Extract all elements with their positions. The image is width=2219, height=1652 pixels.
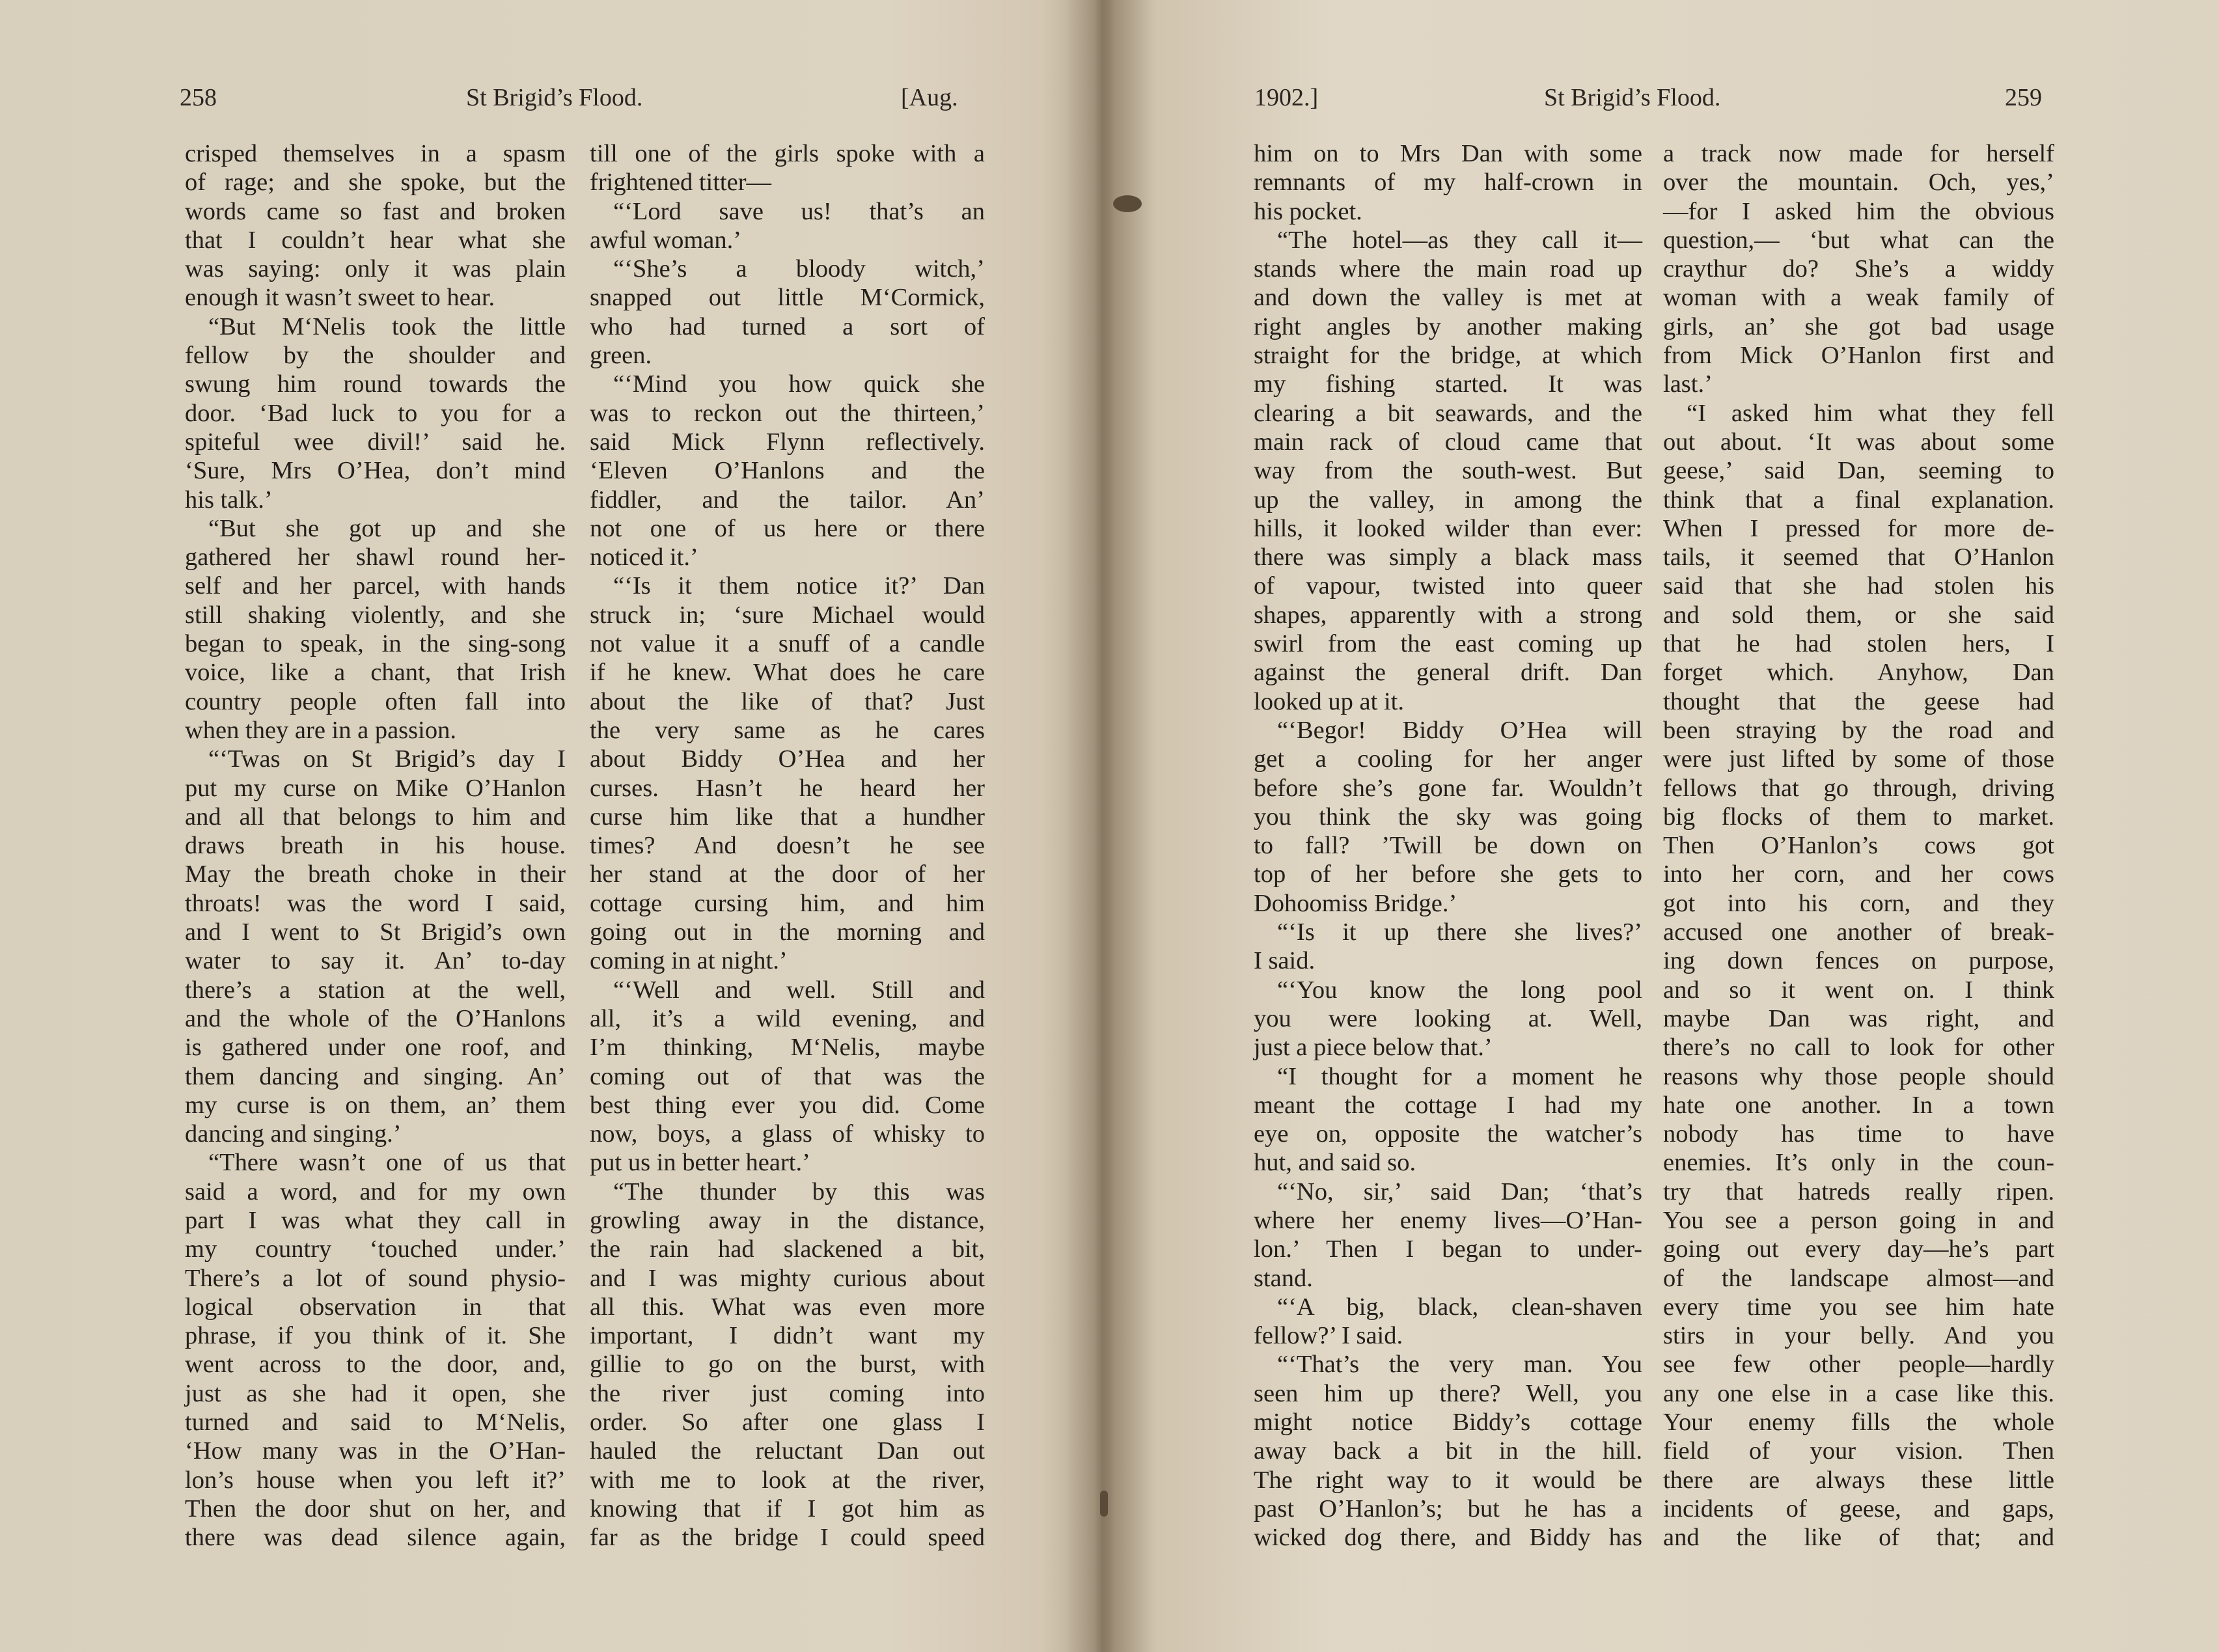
text-line: stands where the main road up	[1254, 255, 1642, 283]
text-line: phrase, if you think of it. She	[185, 1322, 566, 1350]
text-line: spiteful wee divil!’ said he.	[185, 428, 566, 456]
text-line: “‘No, sir,’ said Dan; ‘that’s	[1277, 1177, 1642, 1205]
text-line: far as the bridge I could speed	[590, 1524, 985, 1552]
left-column-1	[185, 139, 566, 1552]
text-line: fellows that go through, driving	[1663, 774, 2054, 802]
text-line: “But M‘Nelis took the little	[208, 312, 566, 340]
text-line: right angles by another making	[1254, 312, 1642, 340]
text-line: I’m thinking, M‘Nelis, maybe	[590, 1034, 985, 1062]
text-line: and I was mighty curious about	[590, 1264, 985, 1292]
text-line: over the mountain. Och, yes,’	[1663, 169, 2054, 197]
text-line: there was simply a black mass	[1254, 544, 1642, 571]
binding-stitch-mark	[1100, 1491, 1108, 1517]
text-line: logical observation in that	[185, 1293, 566, 1321]
text-line: There’s a lot of sound physio-	[185, 1264, 566, 1292]
text-line: “‘Twas on St Brigid’s day I	[208, 745, 566, 773]
text-line: into her corn, and her cows	[1663, 860, 2054, 888]
text-line: “‘You know the long pool	[1277, 976, 1642, 1004]
text-line: swung him round towards the	[185, 370, 566, 398]
text-line: and all that belongs to him and	[185, 803, 566, 831]
text-line: were just lifted by some of those	[1663, 745, 2054, 773]
text-line: stand.	[1254, 1264, 1313, 1292]
left-running-title: St Brigid’s Flood.	[466, 84, 643, 111]
text-line: door. ‘Bad luck to you for a	[185, 399, 566, 427]
text-line: coming in at night.’	[590, 947, 788, 975]
text-line: put us in better heart.’	[590, 1149, 810, 1177]
text-line: “‘Mind you how quick she	[613, 370, 985, 398]
text-line: hut, and said so.	[1254, 1149, 1416, 1177]
text-line: my curse is on them, an’ them	[185, 1091, 566, 1119]
text-line: main rack of cloud came that	[1254, 428, 1642, 456]
text-line: self and her parcel, with hands	[185, 572, 566, 600]
text-line: voice, like a chant, that Irish	[185, 659, 566, 687]
text-line: been straying by the road and	[1663, 716, 2054, 744]
text-line: times? And doesn’t he see	[590, 832, 985, 860]
text-line: big flocks of them to market.	[1663, 803, 2054, 831]
text-line: enough it wasn’t sweet to hear.	[185, 284, 495, 312]
text-line: and the whole of the O’Hanlons	[185, 1004, 566, 1032]
text-line: just as she had it open, she	[185, 1379, 566, 1407]
text-line: think that a final explanation.	[1663, 486, 2054, 514]
text-line: top of her before she gets to	[1254, 860, 1642, 888]
text-line: draws breath in his house.	[185, 832, 566, 860]
text-line: country people often fall into	[185, 687, 566, 715]
text-line: dancing and singing.’	[185, 1120, 402, 1148]
text-line: “But she got up and she	[208, 514, 566, 542]
text-line: up the valley, in among the	[1254, 486, 1642, 514]
text-line: best thing ever you did. Come	[590, 1091, 985, 1119]
text-line: and down the valley is met at	[1254, 284, 1642, 312]
text-line: of vapour, twisted into queer	[1254, 572, 1642, 600]
text-line: said that she had stolen his	[1663, 572, 2054, 600]
text-line: went across to the door, and,	[185, 1351, 566, 1379]
text-line: geese,’ said Dan, seeming to	[1663, 457, 2054, 485]
text-line: a track now made for herself	[1663, 140, 2054, 167]
text-line: against the general drift. Dan	[1254, 659, 1642, 687]
text-line: from Mick O’Hanlon first and	[1663, 342, 2054, 370]
text-line: where her enemy lives—O’Han-	[1254, 1206, 1642, 1234]
right-date-tag: 1902.]	[1254, 84, 1319, 111]
text-line: her stand at the door of her	[590, 860, 985, 888]
text-line: you think the sky was going	[1254, 803, 1642, 831]
text-line: fiddler, and the tailor. An’	[590, 486, 985, 514]
text-line: turned and said to M‘Nelis,	[185, 1409, 566, 1437]
left-date-tag: [Aug.	[901, 84, 958, 111]
text-line: not value it a snuff of a candle	[590, 630, 985, 658]
text-line: got into his corn, and they	[1663, 889, 2054, 917]
text-line: them dancing and singing. An’	[185, 1062, 566, 1090]
text-line: still shaking violently, and she	[185, 601, 566, 629]
text-line: “‘A big, black, clean-shaven	[1277, 1293, 1642, 1321]
text-line: you were looking at. Well,	[1254, 1004, 1642, 1032]
text-line: “‘Is it them notice it?’ Dan	[613, 572, 985, 600]
text-line: the very same as he cares	[590, 716, 985, 744]
text-line: away back a bit in the hill.	[1254, 1437, 1642, 1465]
text-line: frightened titter—	[590, 169, 772, 197]
text-line: forget which. Anyhow, Dan	[1663, 659, 2054, 687]
text-line: of the landscape almost—and	[1663, 1264, 2054, 1292]
text-line: and so it went on. I think	[1663, 976, 2054, 1004]
text-line: question,— ‘but what can the	[1663, 226, 2054, 254]
text-line: and sold them, or she said	[1663, 601, 2054, 629]
text-line: stirs in your belly. And you	[1663, 1322, 2054, 1350]
text-line: all this. What was even more	[590, 1293, 985, 1321]
text-line: fellow?’ I said.	[1254, 1322, 1403, 1350]
text-line: craythur do? She’s a widdy	[1663, 255, 2054, 283]
text-line: to fall? ’Twill be down on	[1254, 832, 1642, 860]
text-line: growling away in the distance,	[590, 1206, 985, 1234]
text-line: about Biddy O’Hea and her	[590, 745, 985, 773]
text-line: You see a person going in and	[1663, 1206, 2054, 1234]
text-line: all, it’s a wild evening, and	[590, 1004, 985, 1032]
text-line: till one of the girls spoke with a	[590, 140, 985, 167]
text-line: “There wasn’t one of us that	[208, 1149, 566, 1177]
text-line: seen him up there? Well, you	[1254, 1379, 1642, 1407]
text-line: struck in; ‘sure Michael would	[590, 601, 985, 629]
text-line: before she’s gone far. Wouldn’t	[1254, 774, 1642, 802]
text-line: knowing that if I got him as	[590, 1494, 985, 1522]
right-page-number: 259	[2005, 84, 2042, 111]
text-line: Dohoomiss Bridge.’	[1254, 889, 1457, 917]
text-line: enemies. It’s only in the coun-	[1663, 1149, 2054, 1177]
text-line: of rage; and she spoke, but the	[185, 169, 566, 197]
text-line: tails, it seemed that O’Hanlon	[1663, 544, 2054, 571]
text-line: awful woman.’	[590, 226, 742, 254]
text-line: looked up at it.	[1254, 687, 1404, 715]
text-line: incidents of geese, and gaps,	[1663, 1494, 2054, 1522]
text-line: lon’s house when you left it?’	[185, 1466, 566, 1494]
right-running-title: St Brigid’s Flood.	[1544, 84, 1721, 111]
text-line: noticed it.’	[590, 544, 698, 571]
text-line: get a cooling for her anger	[1254, 745, 1642, 773]
text-line: nobody has time to have	[1663, 1120, 2054, 1148]
text-line: there are always these little	[1663, 1466, 2054, 1494]
text-line: “‘Begor! Biddy O’Hea will	[1277, 716, 1642, 744]
text-line: “‘Well and well. Still and	[613, 976, 985, 1004]
text-line: way from the south-west. But	[1254, 457, 1642, 485]
text-line: shapes, apparently with a strong	[1254, 601, 1642, 629]
text-line: wicked dog there, and Biddy has	[1254, 1524, 1642, 1552]
left-page	[0, 0, 1100, 1652]
text-line: hauled the reluctant Dan out	[590, 1437, 985, 1465]
text-line: “I thought for a moment he	[1277, 1062, 1642, 1090]
text-line: gathered her shawl round her-	[185, 544, 566, 571]
text-line: the rain had slackened a bit,	[590, 1235, 985, 1263]
text-line: “I asked him what they fell	[1687, 399, 2054, 427]
right-column-2	[1663, 139, 2054, 1552]
text-line: just a piece below that.’	[1254, 1034, 1493, 1062]
text-line: with me to look at the river,	[590, 1466, 985, 1494]
text-line: there’s a station at the well,	[185, 976, 566, 1004]
text-line: May the breath choke in their	[185, 860, 566, 888]
text-line: maybe Dan was right, and	[1663, 1004, 2054, 1032]
text-line: coming out of that was the	[590, 1062, 985, 1090]
text-line: the river just coming into	[590, 1379, 985, 1407]
text-line: ‘How many was in the O’Han-	[185, 1437, 566, 1465]
left-column-2	[590, 139, 985, 1552]
binding-thread-mark	[1113, 195, 1142, 212]
text-line: curse him like that a hundher	[590, 803, 985, 831]
text-line: his talk.’	[185, 486, 273, 514]
text-line: I said.	[1254, 947, 1316, 975]
text-line: words came so fast and broken	[185, 197, 566, 225]
text-line: water to say it. An’ to-day	[185, 947, 566, 975]
text-line: important, I didn’t want my	[590, 1322, 985, 1350]
text-line: hills, it looked wilder than ever:	[1254, 514, 1642, 542]
text-line: ‘Eleven O’Hanlons and the	[590, 457, 985, 485]
text-line: The right way to it would be	[1254, 1466, 1642, 1494]
text-line: him on to Mrs Dan with some	[1254, 140, 1642, 167]
text-line: crisped themselves in a spasm	[185, 140, 566, 167]
text-line: thought that the geese had	[1663, 687, 2054, 715]
text-line: that I couldn’t hear what she	[185, 226, 566, 254]
text-line: part I was what they call in	[185, 1206, 566, 1234]
left-page-number: 258	[180, 84, 217, 111]
text-line: reasons why those people should	[1663, 1062, 2054, 1090]
text-line: was to reckon out the thirteen,’	[590, 399, 985, 427]
text-line: not one of us here or there	[590, 514, 985, 542]
text-line: girls, an’ she got bad usage	[1663, 312, 2054, 340]
text-line: my fishing started. It was	[1254, 370, 1642, 398]
right-column-1	[1254, 139, 1642, 1552]
text-line: is gathered under one roof, and	[185, 1034, 566, 1062]
text-line: there was dead silence again,	[185, 1524, 566, 1552]
text-line: about the like of that? Just	[590, 687, 985, 715]
text-line: remnants of my half-crown in	[1254, 169, 1642, 197]
text-line: accused one another of break-	[1663, 918, 2054, 946]
text-line: “The hotel—as they call it—	[1277, 226, 1642, 254]
text-line: “‘That’s the very man. You	[1277, 1351, 1642, 1379]
text-line: —for I asked him the obvious	[1663, 197, 2054, 225]
text-line: “The thunder by this was	[613, 1177, 985, 1205]
text-line: meant the cottage I had my	[1254, 1091, 1642, 1119]
text-line: there’s no call to look for other	[1663, 1034, 2054, 1062]
text-line: ing down fences on purpose,	[1663, 947, 2054, 975]
text-line: hate one another. In a town	[1663, 1091, 2054, 1119]
text-line: try that hatreds really ripen.	[1663, 1177, 2054, 1205]
text-line: his pocket.	[1254, 197, 1362, 225]
text-line: Your enemy fills the whole	[1663, 1409, 2054, 1437]
text-line: field of your vision. Then	[1663, 1437, 2054, 1465]
text-line: fellow by the shoulder and	[185, 342, 566, 370]
text-line: that he had stolen hers, I	[1663, 630, 2054, 658]
text-line: every time you see him hate	[1663, 1293, 2054, 1321]
text-line: green.	[590, 342, 652, 370]
text-line: snapped out little M‘Cormick,	[590, 284, 985, 312]
text-line: was saying: only it was plain	[185, 255, 566, 283]
text-line: swirl from the east coming up	[1254, 630, 1642, 658]
text-line: put my curse on Mike O’Hanlon	[185, 774, 566, 802]
text-line: said a word, and for my own	[185, 1177, 566, 1205]
text-line: woman with a weak family of	[1663, 284, 2054, 312]
text-line: cottage cursing him, and him	[590, 889, 985, 917]
text-line: who had turned a sort of	[590, 312, 985, 340]
text-line: Then O’Hanlon’s cows got	[1663, 832, 2054, 860]
text-line: my country ‘touched under.’	[185, 1235, 566, 1263]
text-line: gillie to go on the burst, with	[590, 1351, 985, 1379]
text-line: going out every day—he’s part	[1663, 1235, 2054, 1263]
text-line: might notice Biddy’s cottage	[1254, 1409, 1642, 1437]
text-line: now, boys, a glass of whisky to	[590, 1120, 985, 1148]
text-line: and I went to St Brigid’s own	[185, 918, 566, 946]
text-line: ‘Sure, Mrs O’Hea, don’t mind	[185, 457, 566, 485]
text-line: and the like of that; and	[1663, 1524, 2054, 1552]
text-line: “‘She’s a bloody witch,’	[613, 255, 985, 283]
text-line: when they are in a passion.	[185, 716, 456, 744]
text-line: “‘Is it up there she lives?’	[1277, 918, 1642, 946]
text-line: lon.’ Then I began to under-	[1254, 1235, 1642, 1263]
text-line: eye on, opposite the watcher’s	[1254, 1120, 1642, 1148]
text-line: out about. ‘It was about some	[1663, 428, 2054, 456]
text-line: any one else in a case like this.	[1663, 1379, 2054, 1407]
text-line: began to speak, in the sing-song	[185, 630, 566, 658]
text-line: When I pressed for more de-	[1663, 514, 2054, 542]
text-line: clearing a bit seawards, and the	[1254, 399, 1642, 427]
text-line: order. So after one glass I	[590, 1409, 985, 1437]
text-line: Then the door shut on her, and	[185, 1494, 566, 1522]
text-line: throats! was the word I said,	[185, 889, 566, 917]
text-line: going out in the morning and	[590, 918, 985, 946]
text-line: straight for the bridge, at which	[1254, 342, 1642, 370]
text-line: curses. Hasn’t he heard her	[590, 774, 985, 802]
text-line: said Mick Flynn reflectively.	[590, 428, 985, 456]
text-line: past O’Hanlon’s; but he has a	[1254, 1494, 1642, 1522]
text-line: see few other people—hardly	[1663, 1351, 2054, 1379]
text-line: if he knew. What does he care	[590, 659, 985, 687]
text-line: “‘Lord save us! that’s an	[613, 197, 985, 225]
text-line: last.’	[1663, 370, 1713, 398]
